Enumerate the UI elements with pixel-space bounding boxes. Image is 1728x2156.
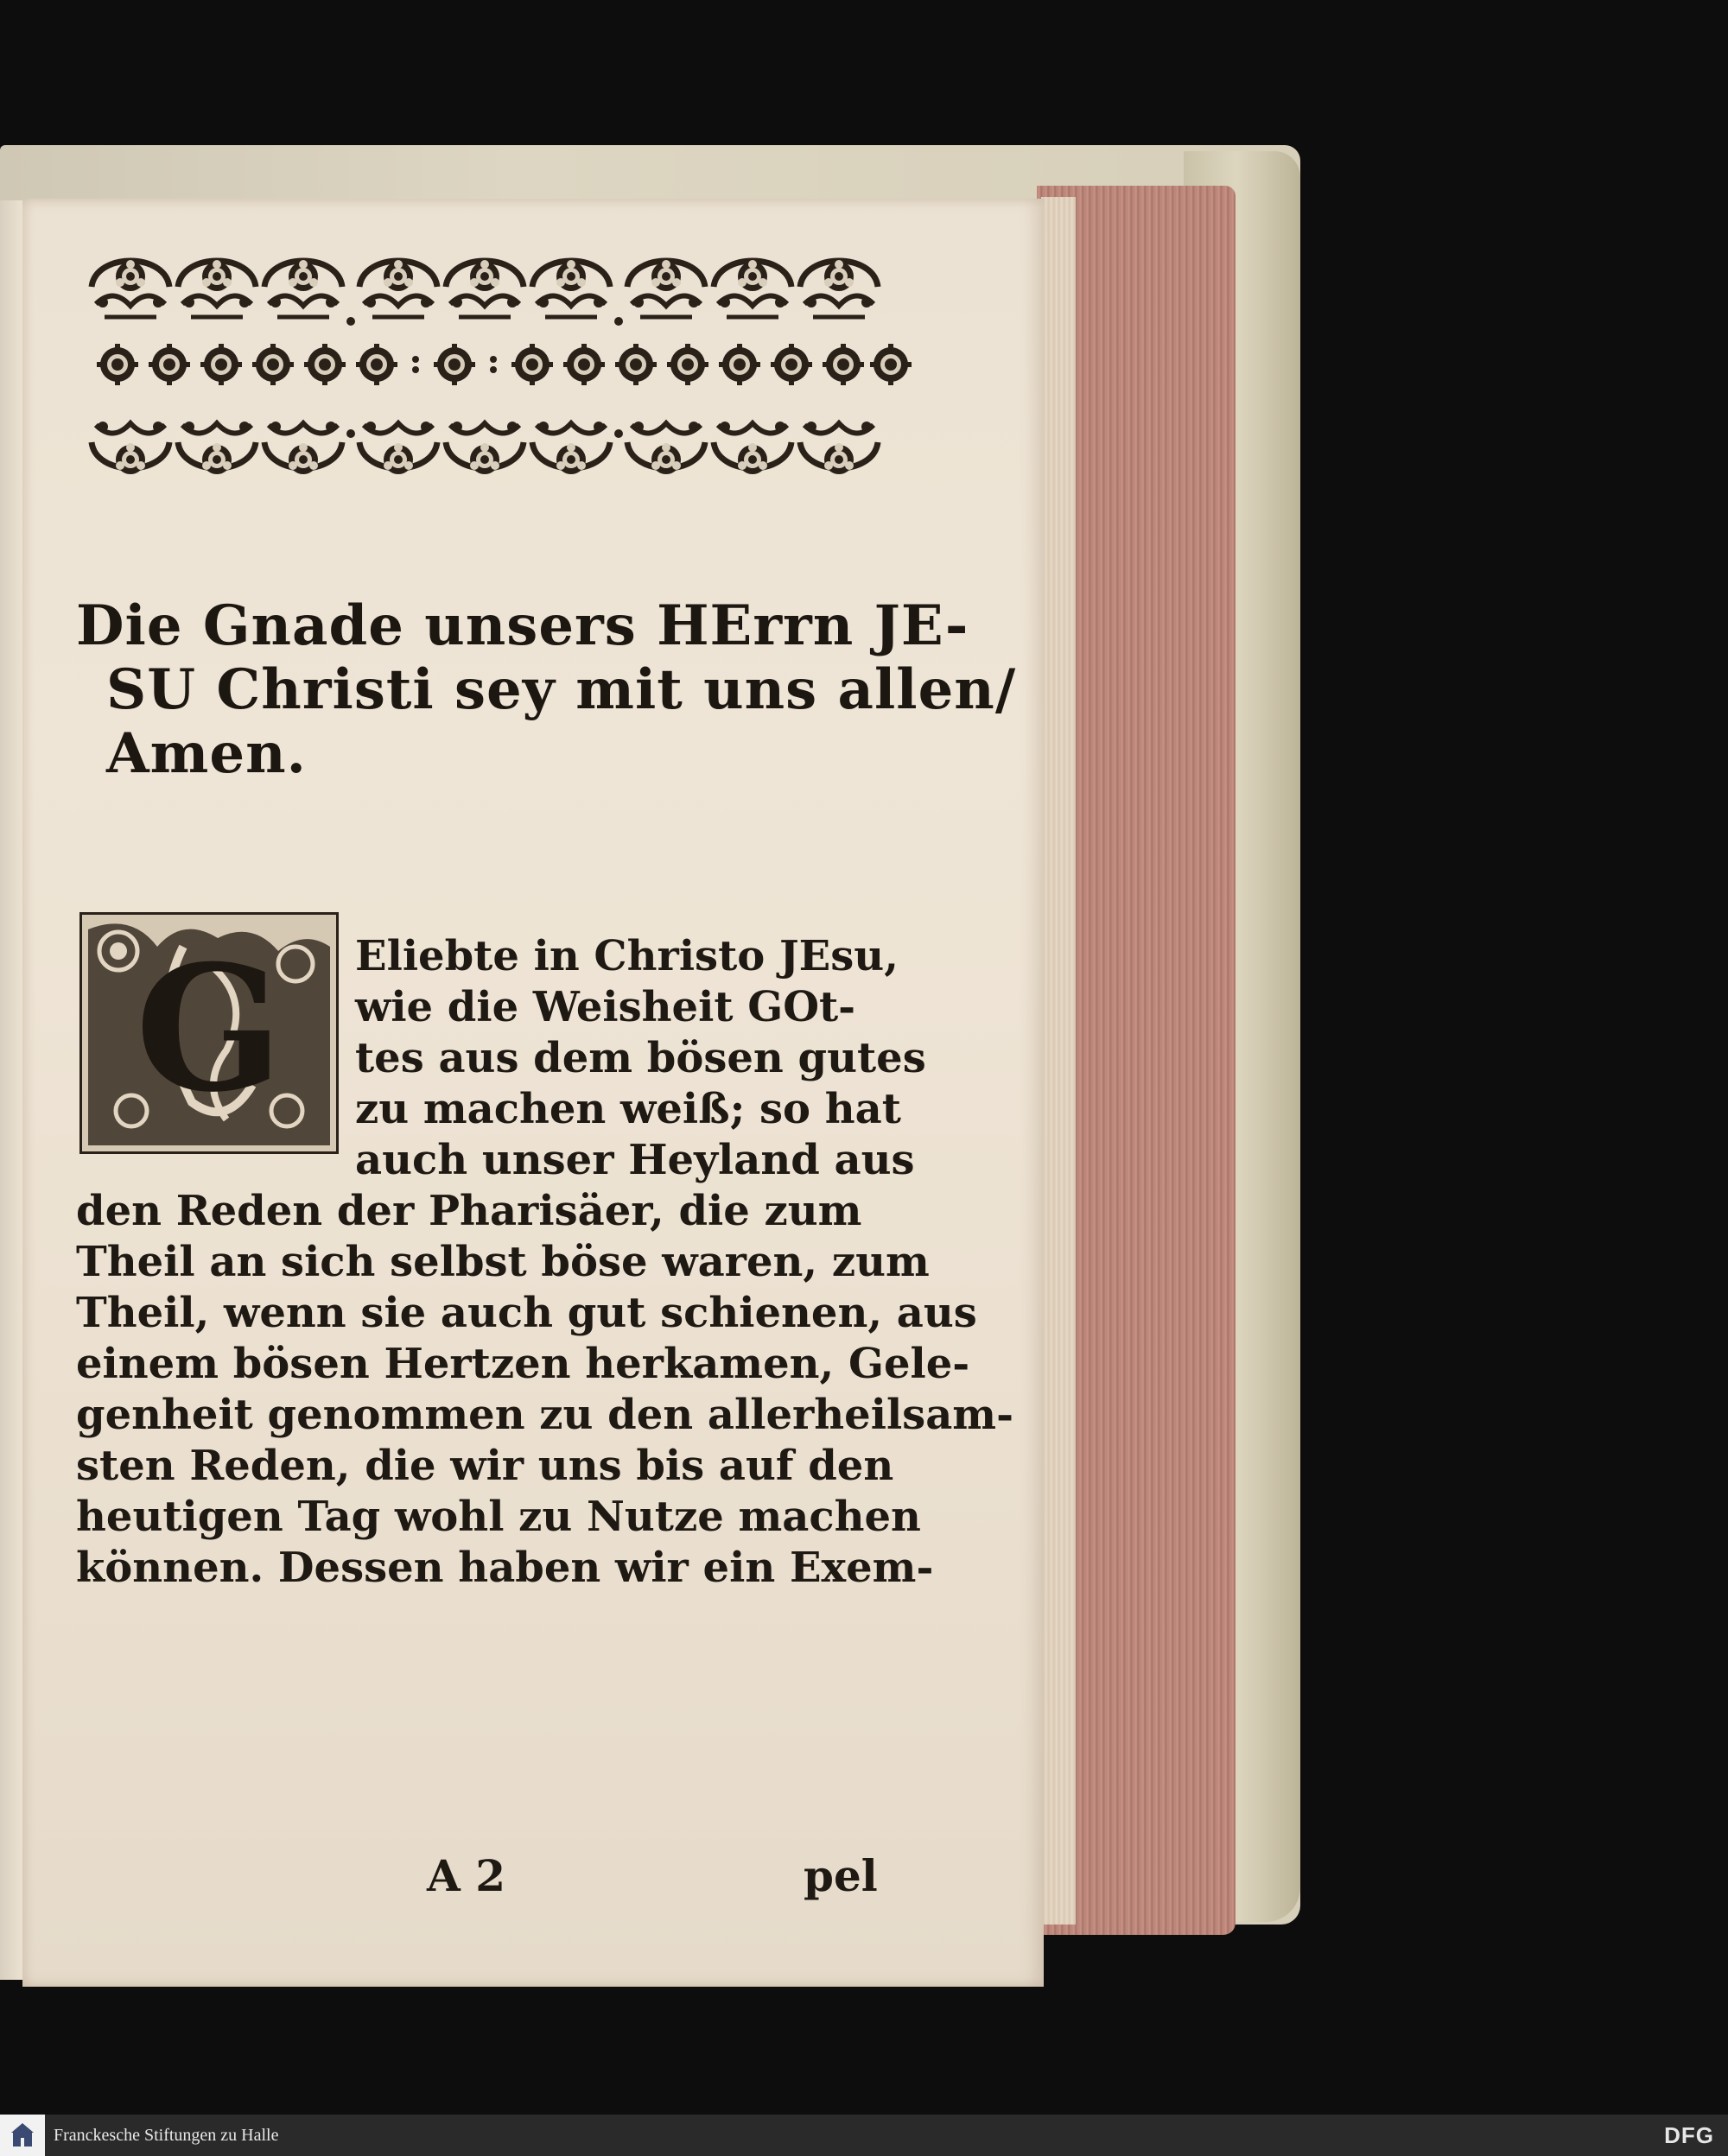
heading-line: Die Gnade unsers HErrn JE- [76,593,969,658]
text-line: auch unser Heyland aus [355,1136,915,1184]
text-line: heutigen Tag wohl zu Nutze machen [76,1493,921,1541]
text-line: den Reden der Pharisäer, die zum [76,1187,862,1235]
text-line: einem bösen Hertzen herkamen, Gele- [76,1340,970,1388]
text-line: genheit genommen zu den allerheilsam- [76,1391,1014,1439]
institution-name: Franckesche Stiftungen zu Halle [54,2125,279,2145]
text-line: können. Dessen haben wir ein Exem- [76,1544,934,1592]
institution-logo [0,2115,45,2156]
text-line: Theil an sich selbst böse waren, zum [76,1238,930,1286]
text-line: Eliebte in Christo JEsu, [355,932,899,980]
building-icon [10,2121,35,2150]
catchword: pel [804,1850,878,1901]
page-block-inner-edge [1041,197,1076,1925]
heading-line: Amen. [106,721,307,786]
text-line: wie die Weisheit GOt- [355,983,856,1031]
heading-line: SU Christi sey mit uns allen/ [106,657,1017,722]
page-heading [76,593,1017,786]
text-line: Theil, wenn sie auch gut schienen, aus [76,1289,977,1337]
text-line: zu machen weiß; so hat [355,1085,901,1133]
signature-mark: A 2 [427,1850,505,1901]
funder-logo: DFG [1664,2122,1714,2148]
ornament-band [87,235,917,494]
footer-bar [0,2115,1728,2156]
facing-page-sliver [0,200,22,1980]
initial-letter: G [135,928,283,1131]
text-line: sten Reden, die wir uns bis auf den [76,1442,894,1490]
text-line: tes aus dem bösen gutes [355,1034,926,1082]
book-page [22,199,1044,1987]
body-paragraph [76,931,1014,1594]
